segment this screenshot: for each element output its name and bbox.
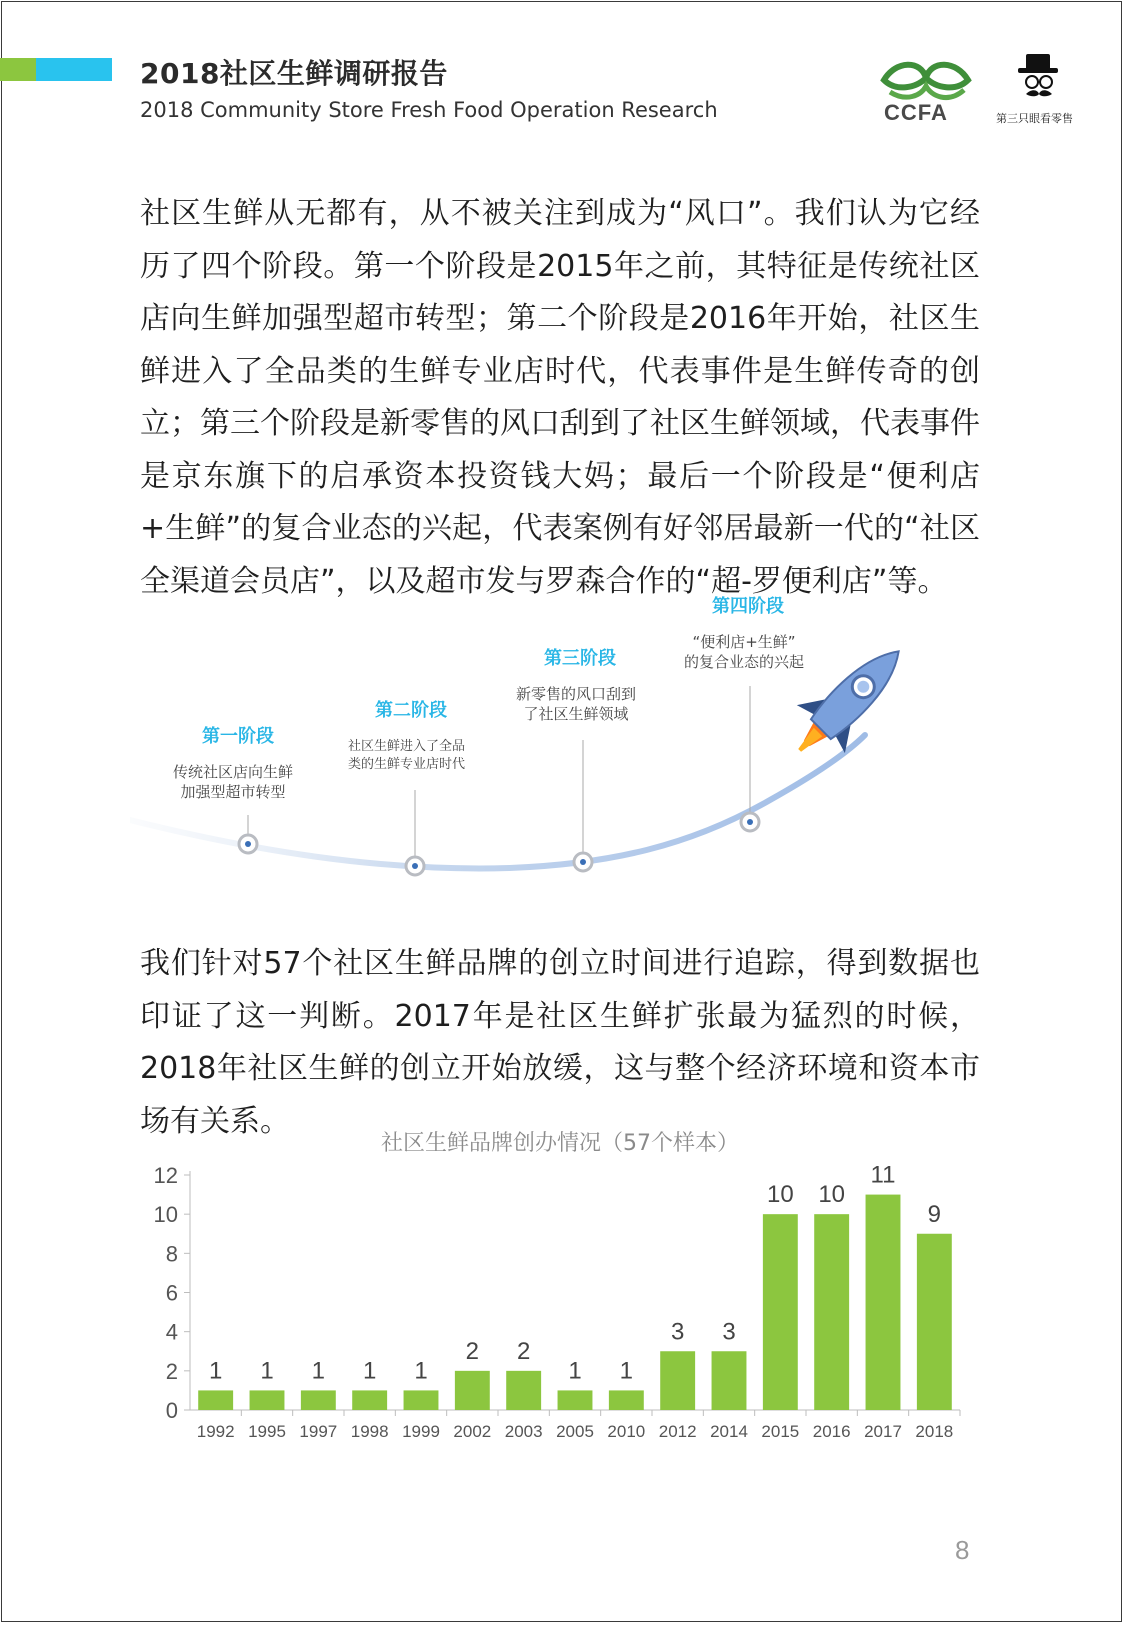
header-accent-green xyxy=(0,58,36,81)
x-tick-label: 2017 xyxy=(864,1422,902,1441)
y-tick-label: 2 xyxy=(165,1358,178,1384)
y-tick-label: 4 xyxy=(165,1319,178,1345)
x-tick-label: 2003 xyxy=(504,1422,543,1441)
x-tick-label: 1995 xyxy=(248,1422,286,1441)
bar-value-label: 1 xyxy=(568,1357,582,1385)
bar-value-label: 1 xyxy=(619,1357,634,1385)
bar-1998 xyxy=(352,1390,387,1410)
bar-1992 xyxy=(198,1390,233,1410)
stage-3-node-dot xyxy=(580,859,586,865)
second-paragraph: 我们针对57个社区生鲜品牌的创立时间进行追踪，得到数据也印证了这一判断。2017年是社区生鲜扩张最为猛烈的时候，2018年社区生鲜的创立开始放缓，这与整个经济环境和资本市场有关系。 xyxy=(140,946,980,1139)
stage-1-title: 第一阶段 xyxy=(202,726,274,747)
header-accent-blue xyxy=(36,58,112,81)
stage-2-desc: 社区生鲜进入了全品 类的生鲜专业店时代 xyxy=(348,739,466,772)
bar-chart-svg xyxy=(130,1130,990,1500)
bar-2016 xyxy=(814,1214,849,1410)
y-tick-label: 10 xyxy=(153,1202,178,1228)
bar-value-label: 9 xyxy=(927,1200,942,1228)
bar-value-label: 1 xyxy=(414,1357,428,1385)
bar-2017 xyxy=(866,1195,901,1410)
stage-3-desc: 新零售的风口刮到 了社区生鲜领域 xyxy=(516,685,637,723)
bar-value-label: 10 xyxy=(766,1181,794,1209)
bar-1997 xyxy=(301,1390,336,1410)
x-tick-label: 2002 xyxy=(453,1422,492,1441)
stage-4-title: 第四阶段 xyxy=(712,596,784,617)
bar-value-label: 10 xyxy=(818,1181,846,1209)
bar-value-label: 2 xyxy=(516,1337,531,1365)
bar-value-label: 1 xyxy=(208,1357,223,1385)
x-tick-label: 2018 xyxy=(915,1422,954,1441)
bar-value-label: 1 xyxy=(260,1357,274,1385)
chart-title: 社区生鲜品牌创办情况（57个样本） xyxy=(381,1131,739,1156)
bar-2018 xyxy=(917,1234,952,1410)
stage-4-desc: “便利店+生鲜” 的复合业态的兴起 xyxy=(684,633,805,671)
bar-1995 xyxy=(250,1390,285,1410)
stage-1-desc: 传统社区店向生鲜 加强型超市转型 xyxy=(173,763,294,801)
bar-2005 xyxy=(558,1390,593,1410)
x-tick-label: 1998 xyxy=(350,1422,389,1441)
ccfa-logo-text: CCFA xyxy=(884,100,948,125)
stage-3-title: 第三阶段 xyxy=(544,648,616,669)
x-tick-label: 2014 xyxy=(710,1422,748,1441)
y-tick-label: 6 xyxy=(165,1280,178,1306)
x-tick-label: 2016 xyxy=(812,1422,851,1441)
bar-2014 xyxy=(712,1351,747,1410)
x-tick-label: 1997 xyxy=(299,1422,338,1441)
bar-value-label: 3 xyxy=(722,1318,736,1346)
bar-2003 xyxy=(506,1371,541,1410)
bar-2002 xyxy=(455,1371,490,1410)
x-tick-label: 2010 xyxy=(607,1422,646,1441)
y-tick-label: 0 xyxy=(165,1398,178,1423)
intro-paragraph: 社区生鲜从无都有，从不被关注到成为“风口”。我们认为它经历了四个阶段。第一个阶段是2015年之前，其特征是传统社区店向生鲜加强型超市转型；第二个阶段是2016年开始，社区生鲜进入了全品类的生鲜专业店时代，代表事件是生鲜传奇的创立；第三个阶段是新零售的风口刮到了社区生鲜领域，代表事件是京东旗下的启承资本投资钱大妈；最后一个阶段是“便利店+生鲜”的复合业态的兴起，代表案例有好邻居最新一代的“社区全渠道会员店”，以及超市发与罗森合作的“超-罗便利店”等。 xyxy=(140,196,980,599)
report-subtitle: 2018 Community Store Fresh Food Operation Research xyxy=(140,98,718,122)
page-number: 8 xyxy=(955,1535,970,1565)
y-tick-label: 8 xyxy=(165,1241,178,1267)
y-tick-label: 12 xyxy=(153,1163,178,1188)
stage-4-node-dot xyxy=(747,819,753,825)
stage-2-title: 第二阶段 xyxy=(375,700,447,721)
bar-value-label: 2 xyxy=(465,1337,480,1365)
stage-timeline xyxy=(130,596,990,920)
bar-value-label: 3 xyxy=(670,1318,685,1346)
x-tick-label: 2015 xyxy=(761,1422,800,1441)
brand-founding-chart xyxy=(130,1130,990,1500)
third-eye-logo-text: 第三只眼看零售 xyxy=(996,112,1073,125)
third-eye-logo-icon xyxy=(1000,52,1080,112)
bar-1999 xyxy=(404,1390,439,1410)
bar-value-label: 1 xyxy=(311,1357,326,1385)
x-tick-label: 1999 xyxy=(402,1422,440,1441)
stage-1-node-dot xyxy=(245,841,251,847)
stage-2-node-dot xyxy=(412,863,418,869)
x-tick-label: 2005 xyxy=(556,1422,594,1441)
bar-2010 xyxy=(609,1390,644,1410)
x-tick-label: 2012 xyxy=(658,1422,697,1441)
bar-value-label: 1 xyxy=(362,1357,377,1385)
x-tick-label: 1992 xyxy=(196,1422,235,1441)
bar-2012 xyxy=(660,1351,695,1410)
bar-value-label: 11 xyxy=(870,1161,896,1189)
report-title: 2018社区生鲜调研报告 xyxy=(140,57,448,90)
bar-2015 xyxy=(763,1214,798,1410)
